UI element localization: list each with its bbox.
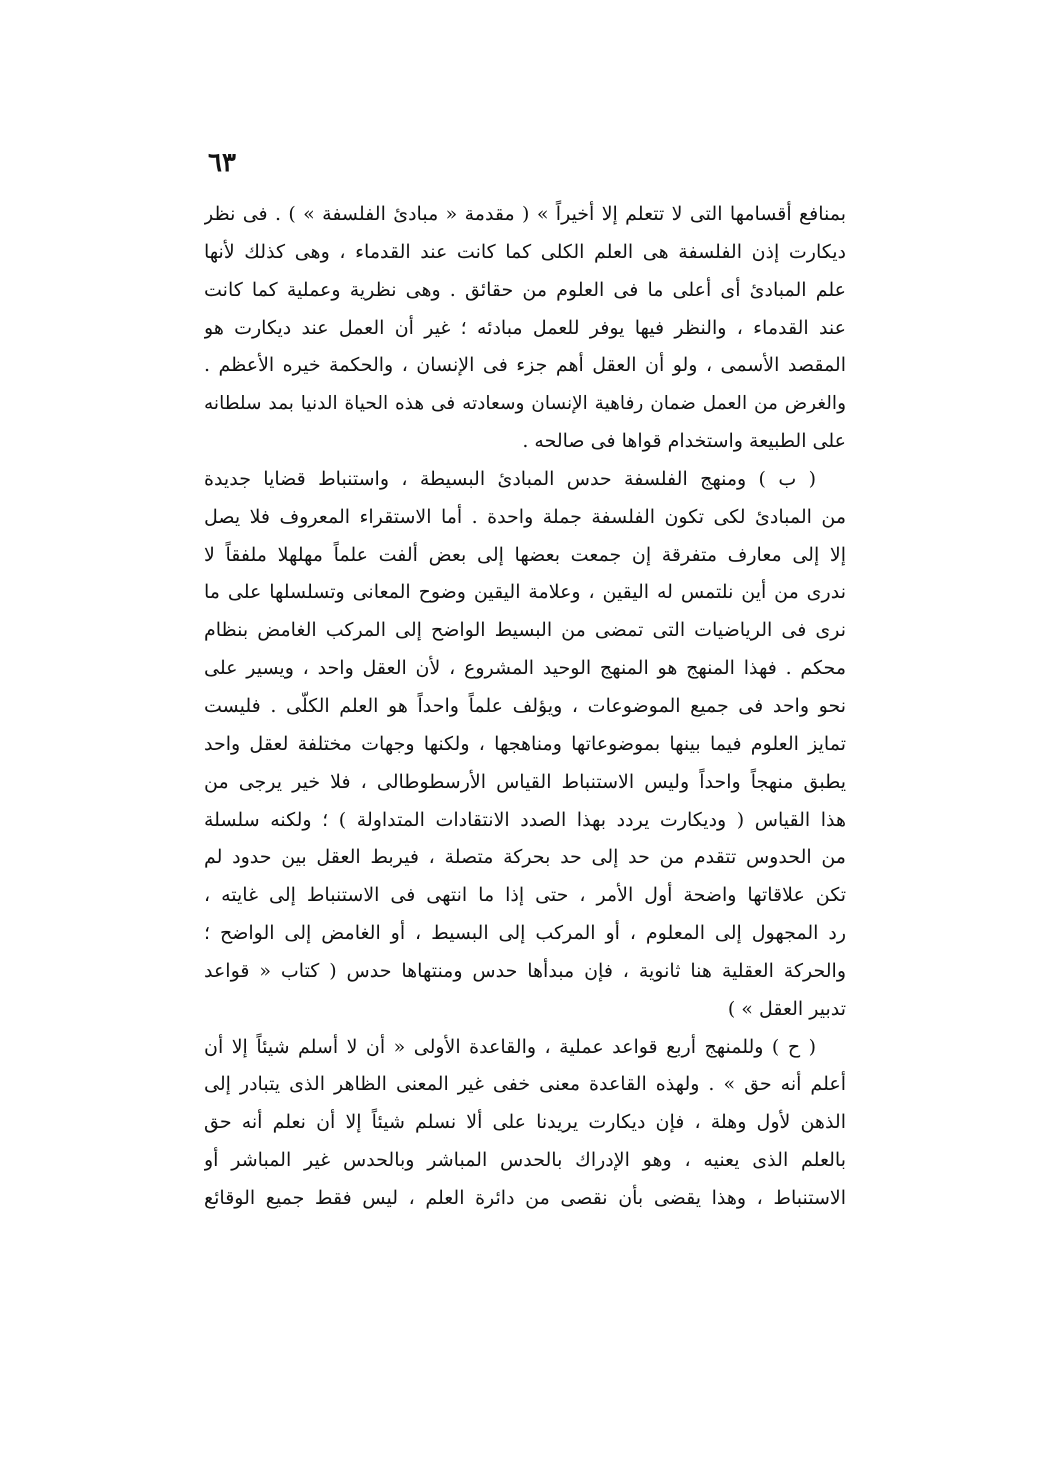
text-line: على الطبيعة واستخدام قواها فى صالحه . bbox=[522, 430, 846, 453]
text-line: تدبير العقل » ) bbox=[727, 997, 846, 1020]
text-line: نحو واحد فى جميع الموضوعات ، ويؤلف علماً واحداً هو العلم الكلّى . فليست bbox=[204, 694, 846, 717]
text-line: رد المجهول إلى المعلوم ، أو المركب إلى البسيط ، أو الغامض إلى الواضح ؛ bbox=[204, 922, 846, 945]
text-line: ندرى من أين نلتمس له اليقين ، وعلامة اليقين وضوح المعانى وتسلسلها على ما bbox=[204, 581, 846, 604]
text-line: من المبادئ لكى تكون الفلسفة جملة واحدة . أما الاستقراء المعروف فلا يصل bbox=[204, 505, 846, 528]
text-line: والحركة العقلية هنا ثانوية ، فإن مبدأها حدس ومنتهاها حدس ( كتاب « قواعد bbox=[204, 959, 846, 982]
text-line: هذا القياس ( وديكارت يردد بهذا الصدد الانتقادات المتداولة ) ؛ ولكنه سلسلة bbox=[204, 808, 846, 831]
text-line: ( ح ) وللمنهج أربع قواعد عملية ، والقاعدة الأولى « أن لا أسلم شيئاً إلا أن bbox=[204, 1035, 816, 1058]
text-line: بمنافع أقسامها التى لا تتعلم إلا أخيراً » ( مقدمة « مبادئ الفلسفة » ) . فى نظر bbox=[204, 203, 846, 225]
body-text bbox=[204, 196, 846, 1218]
text-line: نرى فى الرياضيات التى تمضى من البسيط الواضح إلى المركب الغامض بنظام bbox=[204, 619, 846, 642]
text-line: تمايز العلوم فيما بينها بموضوعاتها ومناهجها ، ولكنها وجهات مختلفة لعقل واحد bbox=[204, 732, 846, 755]
text-line: بالعلم الذى يعنيه ، وهو الإدراك بالحدس المباشر وبالحدس غير المباشر أو bbox=[204, 1149, 846, 1172]
text-line: المقصد الأسمى ، ولو أن العقل أهم جزء فى الإنسان ، والحكمة خيره الأعظم . bbox=[204, 354, 846, 377]
text-line: والغرض من العمل ضمان رفاهية الإنسان وسعادته فى هذه الحياة الدنيا بمد سلطانه bbox=[204, 393, 846, 415]
text-line: ( ب ) ومنهج الفلسفة حدس المبادئ البسيطة ، واستنباط قضايا جديدة bbox=[204, 467, 816, 490]
text-line: يطبق منهجاً واحداً وليس الاستنباط القياس الأرسطوطالى ، فلا خير يرجى من bbox=[204, 770, 846, 793]
page-number: ٦٣ bbox=[208, 148, 236, 178]
text-line: إلا إلى معارف متفرقة إن جمعت بعضها إلى بعض ألفت علماً مهلهلا ملفقاً لا bbox=[204, 543, 846, 566]
text-line: ديكارت إذن الفلسفة هى العلم الكلى كما كانت عند القدماء ، وهى كذلك لأنها bbox=[204, 240, 846, 263]
text-line: علم المبادئ أى أعلى ما فى العلوم من حقائق . وهى نظرية وعملية كما كانت bbox=[204, 278, 846, 301]
text-line: الاستنباط ، وهذا يقضى بأن نقصى من دائرة العلم ، ليس فقط جميع الوقائع bbox=[204, 1186, 846, 1209]
text-line: من الحدوس تتقدم من حد إلى حد بحركة متصلة ، فيربط العقل بين حدود لم bbox=[204, 846, 846, 869]
text-line: عند القدماء ، والنظر فيها يوفر للعمل مبادئه ؛ غير أن العمل عند ديكارت هو bbox=[204, 316, 846, 339]
text-line: أعلم أنه حق » . ولهذه القاعدة معنى خفى غير المعنى الظاهر الذى يتبادر إلى bbox=[204, 1073, 846, 1096]
text-line: الذهن لأول وهلة ، فإن ديكارت يريدنا على ألا نسلم شيئاً إلا أن نعلم أنه حق bbox=[204, 1111, 846, 1134]
text-line: تكن علاقاتها واضحة أول الأمر ، حتى إذا ما انتهى فى الاستنباط إلى غايته ، bbox=[204, 884, 846, 907]
text-line: محكم . فهذا المنهج هو المنهج الوحيد المشروع ، لأن العقل واحد ، ويسير على bbox=[204, 657, 846, 680]
